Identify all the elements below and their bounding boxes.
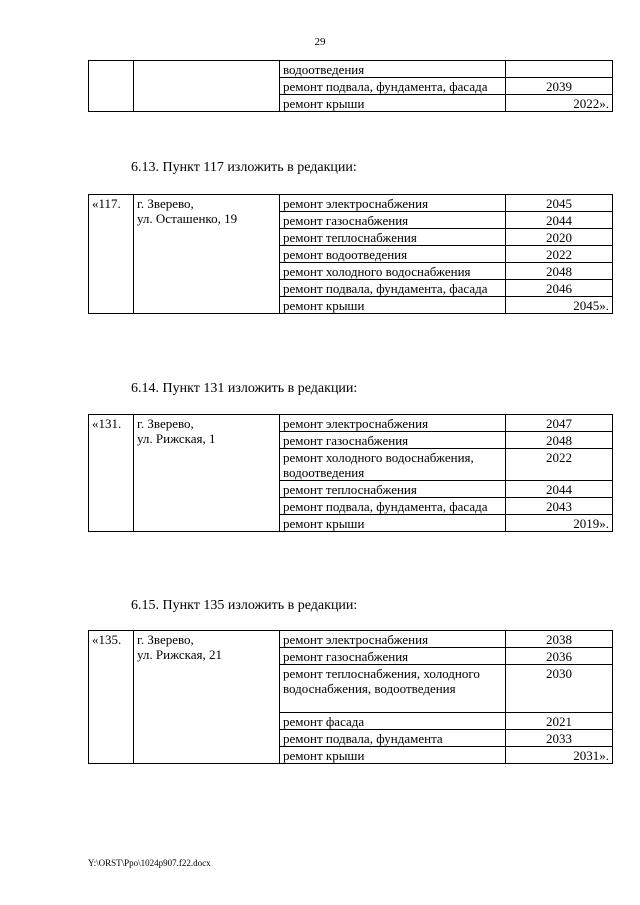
year-cell: 2033	[506, 730, 613, 747]
year-cell: 2022	[506, 449, 613, 481]
item-number-cell: «135.	[89, 631, 134, 764]
year-cell	[506, 61, 613, 78]
table-row	[89, 195, 613, 212]
item-number-cell: «131.	[89, 415, 134, 532]
year-cell: 2020	[506, 229, 613, 246]
year-cell: 2022	[506, 246, 613, 263]
work-cell: ремонт фасада	[280, 713, 506, 730]
year-cell: 2048	[506, 263, 613, 280]
year-cell: 2019».	[506, 515, 613, 532]
item-131-table	[88, 414, 613, 532]
section-heading: 6.15. Пункт 135 изложить в редакции:	[131, 598, 358, 613]
item-117-table	[88, 194, 613, 314]
work-cell: ремонт теплоснабжения, холодного водоснабжения, водоотведения	[280, 665, 506, 713]
year-cell: 2046	[506, 280, 613, 297]
item-135-table	[88, 630, 613, 764]
year-cell: 2038	[506, 631, 613, 648]
table-row	[89, 415, 613, 432]
address-cell	[134, 61, 280, 112]
footer-file-path: Y:\ORST\Ppo\1024p907.f22.docx	[88, 858, 211, 868]
year-cell: 2030	[506, 665, 613, 713]
year-cell: 2047	[506, 415, 613, 432]
work-cell: ремонт крыши	[280, 95, 506, 112]
table-row	[89, 631, 613, 648]
year-cell: 2044	[506, 481, 613, 498]
work-cell: ремонт подвала, фундамента, фасада	[280, 280, 506, 297]
section-heading: 6.13. Пункт 117 изложить в редакции:	[131, 160, 357, 175]
section-heading: 6.14. Пункт 131 изложить в редакции:	[131, 381, 358, 396]
work-cell: ремонт крыши	[280, 515, 506, 532]
work-cell: ремонт теплоснабжения	[280, 229, 506, 246]
address-city: г. Зверево,	[137, 416, 194, 431]
work-cell: ремонт водоотведения	[280, 246, 506, 263]
work-cell: ремонт электроснабжения	[280, 415, 506, 432]
item-number-cell: «117.	[89, 195, 134, 314]
work-cell: водоотведения	[280, 61, 506, 78]
work-cell: ремонт крыши	[280, 747, 506, 764]
work-cell: ремонт электроснабжения	[280, 195, 506, 212]
work-cell: ремонт газоснабжения	[280, 648, 506, 665]
work-cell: ремонт газоснабжения	[280, 432, 506, 449]
year-cell: 2036	[506, 648, 613, 665]
work-cell: ремонт подвала, фундамента, фасада	[280, 78, 506, 95]
page-number: 29	[314, 36, 326, 48]
address-city: г. Зверево,	[137, 196, 194, 211]
address-street: ул. Осташенко, 19	[137, 211, 238, 226]
year-cell: 2045	[506, 195, 613, 212]
work-cell: ремонт теплоснабжения	[280, 481, 506, 498]
address-cell	[134, 195, 280, 314]
work-cell: ремонт подвала, фундамента, фасада	[280, 498, 506, 515]
item-number-cell	[89, 61, 134, 112]
year-cell: 2021	[506, 713, 613, 730]
year-cell: 2043	[506, 498, 613, 515]
year-cell: 2045».	[506, 297, 613, 314]
year-cell: 2044	[506, 212, 613, 229]
year-cell: 2022».	[506, 95, 613, 112]
address-street: ул. Рижская, 21	[137, 647, 222, 662]
work-cell: ремонт холодного водоснабжения	[280, 263, 506, 280]
work-cell: ремонт электроснабжения	[280, 631, 506, 648]
year-cell: 2048	[506, 432, 613, 449]
address-cell	[134, 415, 280, 532]
continuation-table	[88, 60, 613, 112]
address-city: г. Зверево,	[137, 632, 194, 647]
table-row	[89, 61, 613, 78]
work-cell: ремонт крыши	[280, 297, 506, 314]
address-cell	[134, 631, 280, 764]
work-cell: ремонт газоснабжения	[280, 212, 506, 229]
address-street: ул. Рижская, 1	[137, 431, 216, 446]
year-cell: 2039	[506, 78, 613, 95]
work-cell: ремонт холодного водоснабжения, водоотведения	[280, 449, 506, 481]
work-cell: ремонт подвала, фундамента	[280, 730, 506, 747]
year-cell: 2031».	[506, 747, 613, 764]
